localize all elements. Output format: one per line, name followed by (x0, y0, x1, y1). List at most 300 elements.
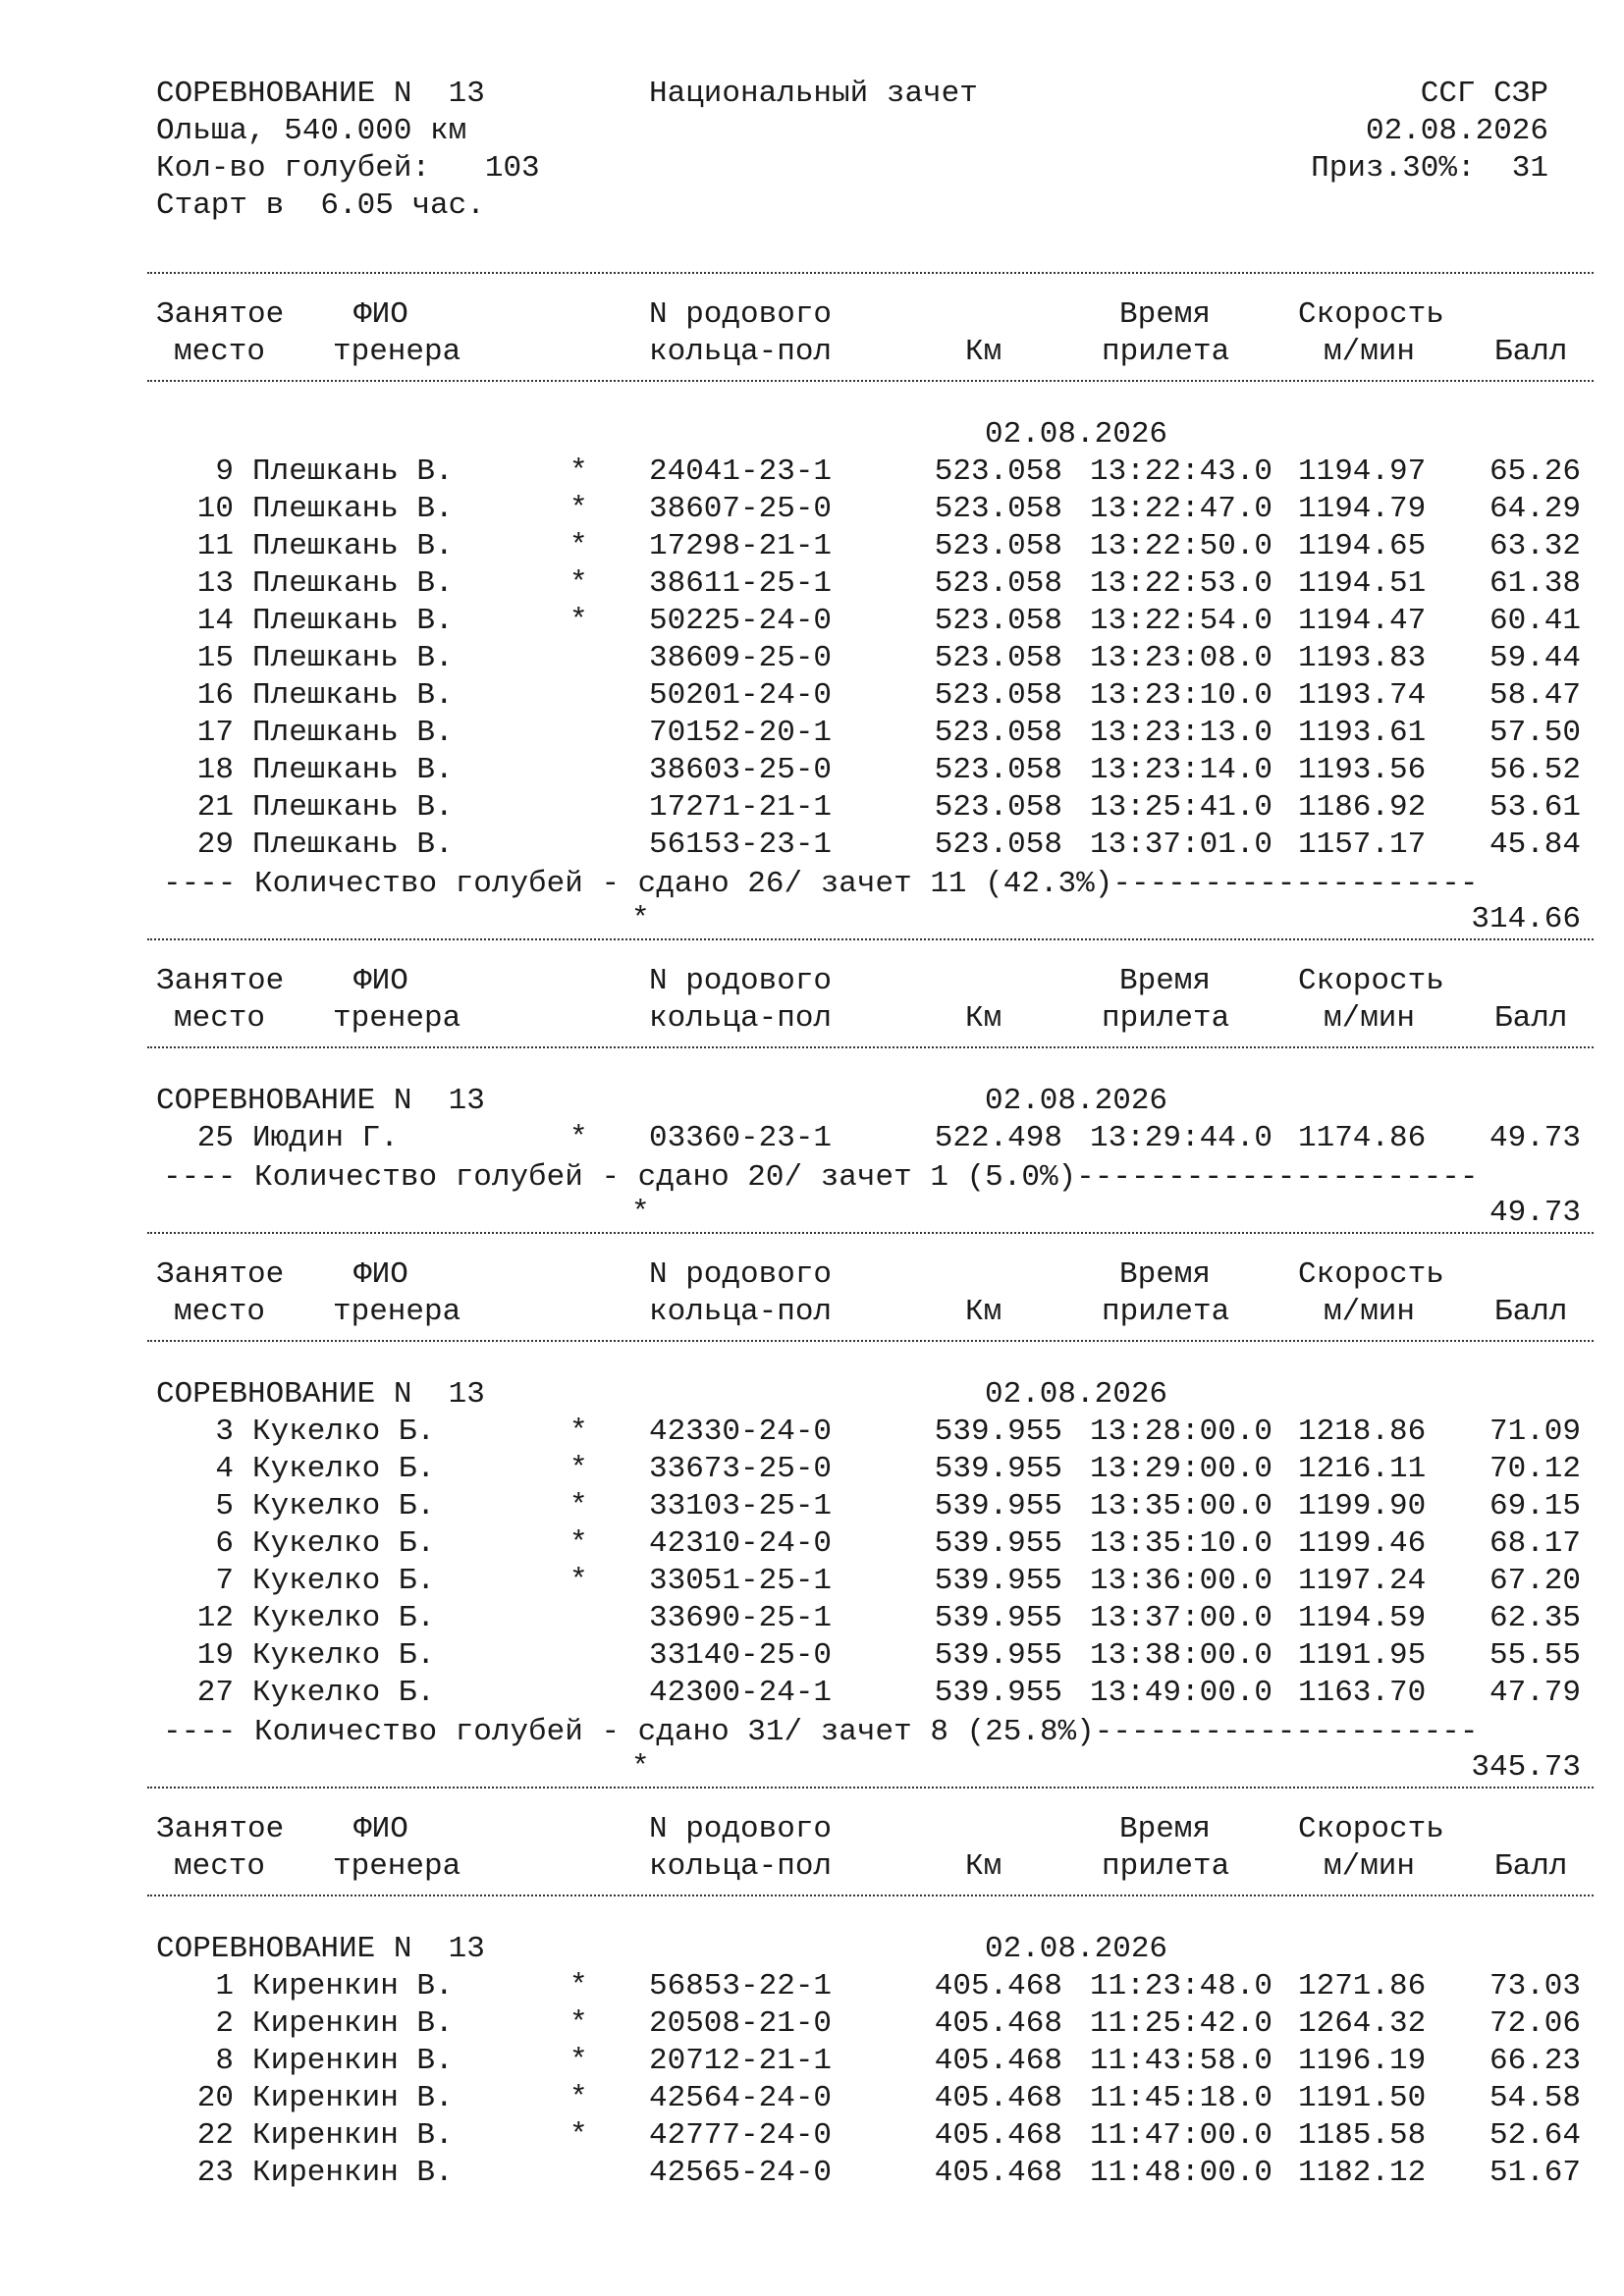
column-header-line-1 (0, 1256, 1624, 1294)
trainer-name-cell: Плешкань В. (252, 492, 454, 526)
start-time: Старт в 6.05 час. (156, 188, 485, 223)
score-cell: 52.64 (1489, 2118, 1581, 2153)
score-cell: 58.47 (1489, 678, 1581, 713)
speed-cell: 1271.86 (1298, 1969, 1427, 2003)
col-time-header: Время (1119, 297, 1212, 332)
section-heading (0, 1083, 1624, 1120)
arrival-time-cell: 11:47:00.0 (1090, 2118, 1273, 2153)
trainer-name-cell: Киренкин В. (252, 2006, 454, 2041)
distance-cell: 539.955 (934, 1452, 1062, 1486)
column-header-line-2 (0, 1000, 1624, 1038)
trainer-name-cell: Киренкин В. (252, 2081, 454, 2115)
trainer-name-cell: Плешкань В. (252, 716, 454, 750)
distance-cell: 539.955 (934, 1415, 1062, 1449)
place-cell: 3 (215, 1415, 234, 1449)
distance-cell: 405.468 (934, 2156, 1062, 2190)
arrival-time-cell: 13:37:00.0 (1090, 1601, 1273, 1635)
score-cell: 70.12 (1489, 1452, 1581, 1486)
place-cell: 23 (196, 2156, 234, 2190)
distance-cell: 539.955 (934, 1638, 1062, 1673)
speed-cell: 1174.86 (1298, 1121, 1427, 1155)
speed-cell: 1197.24 (1298, 1564, 1427, 1598)
distance-cell: 523.058 (934, 716, 1062, 750)
col-time-subheader: прилета (1102, 1849, 1230, 1884)
col-name-subheader: тренера (333, 1849, 461, 1884)
trainer-name-cell: Плешкань В. (252, 753, 454, 787)
summary-text: ---- Количество голубей - сдано 20/ зачет 1 (5.0%)---------------------- (163, 1160, 1479, 1195)
ring-number-cell: 33051-25-1 (649, 1564, 833, 1598)
score-cell: 69.15 (1489, 1489, 1581, 1523)
ring-number-cell: 42565-24-0 (649, 2156, 833, 2190)
place-cell: 9 (215, 454, 234, 489)
speed-cell: 1186.92 (1298, 790, 1427, 825)
distance-cell: 523.058 (934, 790, 1062, 825)
report-title: Национальный зачет (649, 77, 978, 111)
result-row (0, 1675, 1624, 1712)
arrival-time-cell: 11:43:58.0 (1090, 2044, 1273, 2078)
trainer-name-cell: Кукелко Б. (252, 1638, 436, 1673)
ring-number-cell: 42310-24-0 (649, 1526, 833, 1561)
result-row (0, 491, 1624, 528)
speed-cell: 1191.95 (1298, 1638, 1427, 1673)
place-cell: 25 (196, 1121, 234, 1155)
score-cell: 66.23 (1489, 2044, 1581, 2078)
distance-cell: 405.468 (934, 1969, 1062, 2003)
trainer-name-cell: Кукелко Б. (252, 1676, 436, 1710)
distance-cell: 523.058 (934, 529, 1062, 563)
result-row (0, 1488, 1624, 1525)
distance-cell: 405.468 (934, 2118, 1062, 2153)
distance-cell: 539.955 (934, 1676, 1062, 1710)
star-mark: * (569, 2118, 588, 2153)
result-row (0, 1968, 1624, 2005)
col-place-subheader: место (174, 1295, 266, 1329)
col-place-header: Занятое (156, 1812, 285, 1846)
ring-number-cell: 33103-25-1 (649, 1489, 833, 1523)
col-score-header: Балл (1494, 335, 1568, 369)
trainer-name-cell: Июдин Г. (252, 1121, 399, 1155)
speed-cell: 1196.19 (1298, 2044, 1427, 2078)
result-row (0, 640, 1624, 677)
ring-number-cell: 42777-24-0 (649, 2118, 833, 2153)
col-time-subheader: прилета (1102, 1001, 1230, 1036)
column-header-line-1 (0, 1811, 1624, 1848)
result-row (0, 1637, 1624, 1675)
result-row (0, 2005, 1624, 2043)
section-label: СОРЕВНОВАНИЕ N 13 (156, 1084, 485, 1118)
result-row (0, 677, 1624, 715)
arrival-time-cell: 13:29:44.0 (1090, 1121, 1273, 1155)
speed-cell: 1193.83 (1298, 641, 1427, 675)
col-score-header: Балл (1494, 1295, 1568, 1329)
trainer-name-cell: Кукелко Б. (252, 1601, 436, 1635)
result-row (0, 827, 1624, 864)
col-ring-subheader: кольца-пол (649, 335, 833, 369)
col-name-header: ФИО (353, 964, 408, 998)
col-time-subheader: прилета (1102, 335, 1230, 369)
distance-cell: 523.058 (934, 492, 1062, 526)
arrival-time-cell: 13:49:00.0 (1090, 1676, 1273, 1710)
speed-cell: 1157.17 (1298, 828, 1427, 862)
star-mark: * (569, 1969, 588, 2003)
score-cell: 68.17 (1489, 1526, 1581, 1561)
result-row (0, 1525, 1624, 1563)
distance-cell: 523.058 (934, 828, 1062, 862)
distance-cell: 539.955 (934, 1564, 1062, 1598)
place-cell: 15 (196, 641, 234, 675)
result-row (0, 1600, 1624, 1637)
place-cell: 11 (196, 529, 234, 563)
ring-number-cell: 56153-23-1 (649, 828, 833, 862)
col-ring-header: N родового (649, 964, 833, 998)
score-cell: 73.03 (1489, 1969, 1581, 2003)
total-star-mark: * (631, 902, 650, 936)
rule-top (147, 1232, 1594, 1234)
col-speed-subheader: м/мин (1324, 1001, 1416, 1036)
col-place-subheader: место (174, 1001, 266, 1036)
total-star-mark: * (631, 1750, 650, 1785)
column-header-line-1 (0, 963, 1624, 1000)
col-speed-header: Скорость (1298, 964, 1444, 998)
result-row (0, 789, 1624, 827)
distance-cell: 523.058 (934, 566, 1062, 601)
speed-cell: 1194.65 (1298, 529, 1427, 563)
speed-cell: 1194.79 (1298, 492, 1427, 526)
result-row (0, 2155, 1624, 2192)
score-cell: 62.35 (1489, 1601, 1581, 1635)
summary-text: ---- Количество голубей - сдано 26/ зачет 11 (42.3%)-------------------- (163, 867, 1479, 901)
report-date: 02.08.2026 (1365, 114, 1548, 148)
col-time-header: Время (1119, 1257, 1212, 1292)
col-name-header: ФИО (353, 1812, 408, 1846)
col-name-header: ФИО (353, 1257, 408, 1292)
section-total-line (0, 1749, 1624, 1787)
distance-cell: 539.955 (934, 1601, 1062, 1635)
col-km-header: Км (965, 1001, 1002, 1036)
speed-cell: 1264.32 (1298, 2006, 1427, 2041)
result-row (0, 1120, 1624, 1157)
result-row (0, 715, 1624, 752)
speed-cell: 1218.86 (1298, 1415, 1427, 1449)
star-mark: * (569, 492, 588, 526)
distance-cell: 405.468 (934, 2044, 1062, 2078)
ring-number-cell: 24041-23-1 (649, 454, 833, 489)
place-cell: 20 (196, 2081, 234, 2115)
section-total: 49.73 (1489, 1196, 1581, 1230)
arrival-time-cell: 13:35:10.0 (1090, 1526, 1273, 1561)
col-speed-subheader: м/мин (1324, 1849, 1416, 1884)
speed-cell: 1216.11 (1298, 1452, 1427, 1486)
trainer-name-cell: Плешкань В. (252, 454, 454, 489)
place-cell: 19 (196, 1638, 234, 1673)
trainer-name-cell: Киренкин В. (252, 1969, 454, 2003)
arrival-time-cell: 13:23:14.0 (1090, 753, 1273, 787)
result-row (0, 565, 1624, 603)
col-speed-header: Скорость (1298, 1812, 1444, 1846)
col-km-header: Км (965, 335, 1002, 369)
trainer-name-cell: Плешкань В. (252, 566, 454, 601)
place-cell: 17 (196, 716, 234, 750)
col-name-subheader: тренера (333, 335, 461, 369)
ring-number-cell: 42330-24-0 (649, 1415, 833, 1449)
speed-cell: 1193.74 (1298, 678, 1427, 713)
place-cell: 29 (196, 828, 234, 862)
score-cell: 56.52 (1489, 753, 1581, 787)
ring-number-cell: 50225-24-0 (649, 604, 833, 638)
score-cell: 59.44 (1489, 641, 1581, 675)
col-speed-header: Скорость (1298, 1257, 1444, 1292)
section-summary (0, 866, 1624, 903)
ring-number-cell: 38603-25-0 (649, 753, 833, 787)
arrival-time-cell: 13:29:00.0 (1090, 1452, 1273, 1486)
col-ring-subheader: кольца-пол (649, 1001, 833, 1036)
score-cell: 64.29 (1489, 492, 1581, 526)
place-cell: 6 (215, 1526, 234, 1561)
place-cell: 16 (196, 678, 234, 713)
result-row (0, 603, 1624, 640)
trainer-name-cell: Кукелко Б. (252, 1415, 436, 1449)
result-row (0, 1414, 1624, 1451)
distance-cell: 523.058 (934, 454, 1062, 489)
pigeon-count: Кол-во голубей: 103 (156, 151, 540, 186)
score-cell: 71.09 (1489, 1415, 1581, 1449)
col-ring-subheader: кольца-пол (649, 1295, 833, 1329)
col-score-header: Балл (1494, 1849, 1568, 1884)
col-speed-subheader: м/мин (1324, 1295, 1416, 1329)
rule-top (147, 272, 1594, 274)
ring-number-cell: 20712-21-1 (649, 2044, 833, 2078)
speed-cell: 1194.51 (1298, 566, 1427, 601)
speed-cell: 1163.70 (1298, 1676, 1427, 1710)
ring-number-cell: 50201-24-0 (649, 678, 833, 713)
rule-under-header (147, 1046, 1594, 1048)
star-mark: * (569, 2006, 588, 2041)
place-cell: 1 (215, 1969, 234, 2003)
place-cell: 10 (196, 492, 234, 526)
result-row (0, 2080, 1624, 2117)
section-label: СОРЕВНОВАНИЕ N 13 (156, 1377, 485, 1412)
place-cell: 14 (196, 604, 234, 638)
ring-number-cell: 42564-24-0 (649, 2081, 833, 2115)
place-cell: 22 (196, 2118, 234, 2153)
arrival-time-cell: 11:45:18.0 (1090, 2081, 1273, 2115)
section-date: 02.08.2026 (985, 417, 1168, 452)
arrival-time-cell: 13:35:00.0 (1090, 1489, 1273, 1523)
distance-cell: 539.955 (934, 1489, 1062, 1523)
distance-cell: 523.058 (934, 753, 1062, 787)
arrival-time-cell: 13:23:13.0 (1090, 716, 1273, 750)
col-ring-subheader: кольца-пол (649, 1849, 833, 1884)
result-row (0, 2117, 1624, 2155)
rule-top (147, 938, 1594, 940)
section-total-line (0, 901, 1624, 938)
ring-number-cell: 33140-25-0 (649, 1638, 833, 1673)
speed-cell: 1194.47 (1298, 604, 1427, 638)
section-total: 314.66 (1471, 902, 1581, 936)
col-ring-header: N родового (649, 297, 833, 332)
section-heading (0, 416, 1624, 454)
competition-title: СОРЕВНОВАНИЕ N 13 (156, 77, 485, 111)
speed-cell: 1193.56 (1298, 753, 1427, 787)
result-row (0, 454, 1624, 491)
score-cell: 45.84 (1489, 828, 1581, 862)
arrival-time-cell: 13:23:08.0 (1090, 641, 1273, 675)
arrival-time-cell: 11:25:42.0 (1090, 2006, 1273, 2041)
score-cell: 57.50 (1489, 716, 1581, 750)
arrival-time-cell: 13:38:00.0 (1090, 1638, 1273, 1673)
arrival-time-cell: 13:36:00.0 (1090, 1564, 1273, 1598)
section-heading (0, 1931, 1624, 1968)
col-place-subheader: место (174, 335, 266, 369)
trainer-name-cell: Плешкань В. (252, 828, 454, 862)
score-cell: 67.20 (1489, 1564, 1581, 1598)
star-mark: * (569, 604, 588, 638)
place-cell: 8 (215, 2044, 234, 2078)
distance-cell: 405.468 (934, 2081, 1062, 2115)
col-ring-header: N родового (649, 1812, 833, 1846)
arrival-time-cell: 11:48:00.0 (1090, 2156, 1273, 2190)
column-header-line-1 (0, 296, 1624, 334)
col-name-subheader: тренера (333, 1001, 461, 1036)
speed-cell: 1191.50 (1298, 2081, 1427, 2115)
ring-number-cell: 33673-25-0 (649, 1452, 833, 1486)
score-cell: 54.58 (1489, 2081, 1581, 2115)
route-distance: Ольша, 540.000 км (156, 114, 467, 148)
trainer-name-cell: Плешкань В. (252, 529, 454, 563)
score-cell: 65.26 (1489, 454, 1581, 489)
arrival-time-cell: 13:22:47.0 (1090, 492, 1273, 526)
col-place-header: Занятое (156, 1257, 285, 1292)
speed-cell: 1185.58 (1298, 2118, 1427, 2153)
star-mark: * (569, 1415, 588, 1449)
speed-cell: 1194.59 (1298, 1601, 1427, 1635)
star-mark: * (569, 566, 588, 601)
score-cell: 47.79 (1489, 1676, 1581, 1710)
section-date: 02.08.2026 (985, 1377, 1168, 1412)
score-cell: 72.06 (1489, 2006, 1581, 2041)
place-cell: 7 (215, 1564, 234, 1598)
place-cell: 13 (196, 566, 234, 601)
result-row (0, 1563, 1624, 1600)
place-cell: 2 (215, 2006, 234, 2041)
column-header-line-2 (0, 334, 1624, 371)
score-cell: 63.32 (1489, 529, 1581, 563)
section-date: 02.08.2026 (985, 1084, 1168, 1118)
ring-number-cell: 03360-23-1 (649, 1121, 833, 1155)
total-star-mark: * (631, 1196, 650, 1230)
col-name-header: ФИО (353, 297, 408, 332)
col-speed-header: Скорость (1298, 297, 1444, 332)
star-mark: * (569, 1489, 588, 1523)
arrival-time-cell: 13:25:41.0 (1090, 790, 1273, 825)
organization: ССГ СЗР (1420, 77, 1548, 111)
arrival-time-cell: 13:22:53.0 (1090, 566, 1273, 601)
score-cell: 49.73 (1489, 1121, 1581, 1155)
col-place-subheader: место (174, 1849, 266, 1884)
column-header-line-2 (0, 1294, 1624, 1331)
section-date: 02.08.2026 (985, 1932, 1168, 1966)
prize-info: Приз.30%: 31 (1311, 151, 1548, 186)
distance-cell: 523.058 (934, 604, 1062, 638)
distance-cell: 523.058 (934, 641, 1062, 675)
col-km-header: Км (965, 1849, 1002, 1884)
place-cell: 4 (215, 1452, 234, 1486)
place-cell: 18 (196, 753, 234, 787)
col-speed-subheader: м/мин (1324, 335, 1416, 369)
section-total: 345.73 (1471, 1750, 1581, 1785)
ring-number-cell: 38609-25-0 (649, 641, 833, 675)
col-ring-header: N родового (649, 1257, 833, 1292)
ring-number-cell: 20508-21-0 (649, 2006, 833, 2041)
col-time-subheader: прилета (1102, 1295, 1230, 1329)
distance-cell: 522.498 (934, 1121, 1062, 1155)
star-mark: * (569, 1526, 588, 1561)
section-label: СОРЕВНОВАНИЕ N 13 (156, 1932, 485, 1966)
arrival-time-cell: 13:23:10.0 (1090, 678, 1273, 713)
ring-number-cell: 42300-24-1 (649, 1676, 833, 1710)
col-time-header: Время (1119, 1812, 1212, 1846)
speed-cell: 1199.90 (1298, 1489, 1427, 1523)
place-cell: 12 (196, 1601, 234, 1635)
ring-number-cell: 33690-25-1 (649, 1601, 833, 1635)
star-mark: * (569, 2081, 588, 2115)
trainer-name-cell: Киренкин В. (252, 2156, 454, 2190)
trainer-name-cell: Кукелко Б. (252, 1489, 436, 1523)
arrival-time-cell: 13:22:54.0 (1090, 604, 1273, 638)
col-score-header: Балл (1494, 1001, 1568, 1036)
column-header-line-2 (0, 1848, 1624, 1886)
trainer-name-cell: Плешкань В. (252, 604, 454, 638)
col-time-header: Время (1119, 964, 1212, 998)
place-cell: 27 (196, 1676, 234, 1710)
arrival-time-cell: 13:22:43.0 (1090, 454, 1273, 489)
star-mark: * (569, 1452, 588, 1486)
arrival-time-cell: 13:37:01.0 (1090, 828, 1273, 862)
speed-cell: 1199.46 (1298, 1526, 1427, 1561)
rule-under-header (147, 1895, 1594, 1896)
rule-top (147, 1787, 1594, 1789)
ring-number-cell: 56853-22-1 (649, 1969, 833, 2003)
summary-text: ---- Количество голубей - сдано 31/ зачет 8 (25.8%)--------------------- (163, 1715, 1479, 1749)
col-km-header: Км (965, 1295, 1002, 1329)
speed-cell: 1182.12 (1298, 2156, 1427, 2190)
distance-cell: 539.955 (934, 1526, 1062, 1561)
result-row (0, 1451, 1624, 1488)
result-row (0, 2043, 1624, 2080)
trainer-name-cell: Кукелко Б. (252, 1526, 436, 1561)
speed-cell: 1194.97 (1298, 454, 1427, 489)
star-mark: * (569, 1121, 588, 1155)
section-heading (0, 1376, 1624, 1414)
section-summary (0, 1714, 1624, 1751)
speed-cell: 1193.61 (1298, 716, 1427, 750)
star-mark: * (569, 529, 588, 563)
trainer-name-cell: Плешкань В. (252, 641, 454, 675)
col-place-header: Занятое (156, 297, 285, 332)
trainer-name-cell: Кукелко Б. (252, 1564, 436, 1598)
ring-number-cell: 17271-21-1 (649, 790, 833, 825)
star-mark: * (569, 1564, 588, 1598)
trainer-name-cell: Кукелко Б. (252, 1452, 436, 1486)
score-cell: 55.55 (1489, 1638, 1581, 1673)
section-summary (0, 1159, 1624, 1197)
score-cell: 60.41 (1489, 604, 1581, 638)
arrival-time-cell: 13:28:00.0 (1090, 1415, 1273, 1449)
col-place-header: Занятое (156, 964, 285, 998)
result-row (0, 528, 1624, 565)
section-total-line (0, 1195, 1624, 1232)
arrival-time-cell: 11:23:48.0 (1090, 1969, 1273, 2003)
